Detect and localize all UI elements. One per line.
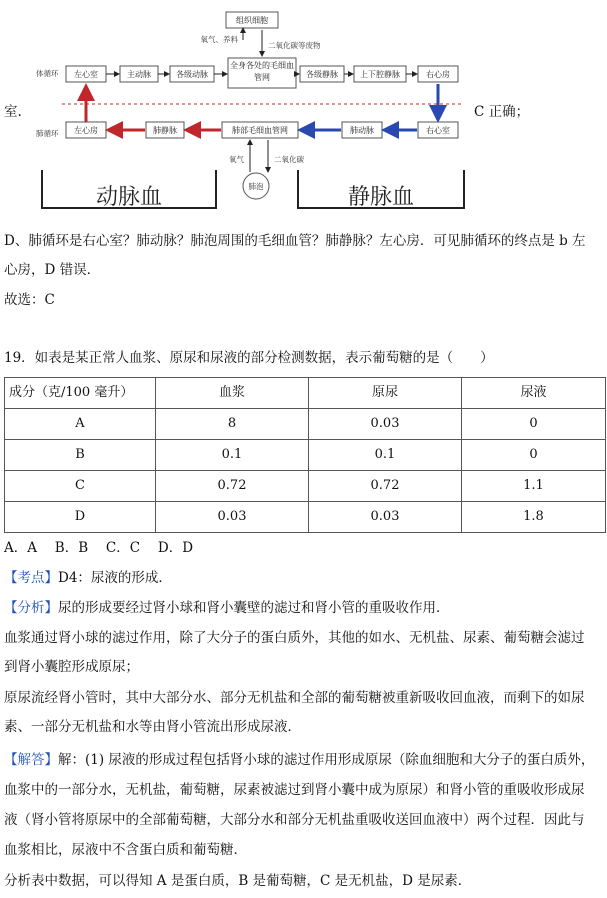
jieda-line2: 血浆中的一部分水，无机盐，葡萄糖，尿素被滤过到肾小囊中成为原尿）和肾小管的重吸收形成尿: [4, 782, 585, 798]
fenxi-tag: 【分析】: [4, 600, 58, 616]
table-cell: 0.03: [156, 502, 309, 533]
blood-circulation-diagram: [36, 4, 468, 216]
text-shi: 室.: [4, 104, 22, 120]
table-cell: 0: [462, 409, 606, 440]
table-cell: C: [5, 471, 156, 502]
table-header: 血浆: [156, 378, 309, 409]
kaodian-tag: 【考点】: [4, 570, 58, 586]
jieda-line1: [4, 752, 594, 768]
table-cell: B: [5, 440, 156, 471]
jieda-line4: 血浆相比，尿液中不含蛋白质和葡萄糖．: [4, 842, 247, 858]
table-cell: 1.8: [462, 502, 606, 533]
table-row: [5, 502, 606, 533]
table-cell: 8: [156, 409, 309, 440]
table-header: 原尿: [309, 378, 462, 409]
table-cell: 0: [462, 440, 606, 471]
aorta-label: 主动脉: [127, 70, 151, 79]
para1-line1: 血浆通过肾小球的滤过作用，除了大分子的蛋白质外，其他的如水、无机盐、尿素、葡萄糖会滤过: [4, 630, 585, 646]
left-atrium-label: 左心房: [74, 126, 98, 135]
pulmonary-vein-label: 肺静脉: [153, 126, 177, 135]
co2-label: 二氧化碳: [274, 155, 304, 164]
table-cell: D: [5, 502, 156, 533]
table-header: 尿液: [462, 378, 606, 409]
table-row: [5, 409, 606, 440]
co2-waste-label: 二氧化碳等废物: [268, 41, 321, 50]
table-cell: 0.1: [156, 440, 309, 471]
para2-line2: 素、一部分无机盐和水等由肾小管流出形成尿液．: [4, 719, 301, 735]
kaodian-text: D4：尿液的形成．: [58, 570, 172, 586]
d-explain-line2: 心房，D 错误．: [4, 262, 101, 278]
alveoli-label: 肺泡: [248, 182, 264, 191]
last-line: 分析表中数据，可以得知 A 是蛋白质，B 是葡萄糖，C 是无机盐，D 是尿素．: [4, 873, 472, 889]
venous-blood-label: 静脉血: [347, 185, 415, 210]
table-row: [5, 471, 606, 502]
vena-cava-label: 上下腔静脉: [360, 70, 400, 79]
lung-loop-label: 肺循环: [36, 129, 59, 138]
table-cell: A: [5, 409, 156, 440]
para1-line2: 到肾小囊腔形成原尿；: [4, 659, 139, 675]
veins-label: 各级静脉: [306, 70, 338, 79]
arterial-blood-label: 动脉血: [95, 185, 163, 210]
body-capillaries-label: 全身各处的毛细血管网: [230, 61, 294, 82]
fenxi-text: 尿的形成要经过肾小球和肾小囊壁的滤过和肾小管的重吸收作用．: [58, 600, 450, 616]
oxygen-label: 氧气: [229, 155, 244, 164]
urine-data-table: [4, 377, 606, 533]
oxygen-nutrients-label: 氧气、养料: [200, 35, 238, 44]
table-header-row: [5, 378, 606, 409]
para2-line1: 原尿流经肾小管时，其中大部分水、部分无机盐和全部的葡萄糖被重新吸收回血液，而剩下的如尿: [4, 690, 585, 706]
question-19: 19．如表是某正常人血浆、原尿和尿液的部分检测数据，表示葡萄糖的是（ ）: [4, 350, 494, 366]
table-cell: 0.72: [309, 471, 462, 502]
pulmonary-artery-label: 肺动脉: [350, 126, 374, 135]
tissue-cell-label: 组织细胞: [236, 16, 268, 25]
d-explain-line1: D、肺循环是右心室？肺动脉？肺泡周围的毛细血管？肺静脉？左心房．可见肺循环的终点是 b 左: [4, 233, 586, 249]
options-line: A．A B．B C．C D．D: [4, 540, 194, 556]
kaodian-line: [4, 570, 172, 586]
right-atrium-label: 右心房: [426, 70, 450, 79]
lung-capillaries-label: 肺部毛细血管网: [232, 126, 288, 135]
jieda-text: 解：(1) 尿液的形成过程包括肾小球的滤过作用形成原尿（除血细胞和大分子的蛋白质外，: [58, 752, 595, 768]
table-cell: 0.1: [309, 440, 462, 471]
table-cell: 1.1: [462, 471, 606, 502]
body-loop-label: 体循环: [36, 69, 59, 78]
fenxi-line: [4, 600, 450, 616]
jieda-tag: 【解答】: [4, 752, 58, 768]
table-row: [5, 440, 606, 471]
table-cell: 0.03: [309, 409, 462, 440]
jieda-line3: 液（肾小管将原尿中的全部葡萄糖，大部分水和部分无机盐重吸收送回血液中）两个过程．因此与: [4, 812, 585, 828]
text-c-correct: C 正确；: [474, 104, 530, 120]
right-ventricle-label: 右心室: [426, 126, 450, 135]
table-cell: 0.03: [309, 502, 462, 533]
table-cell: 0.72: [156, 471, 309, 502]
answer-line: 故选：C: [4, 292, 55, 308]
arteries-label: 各级动脉: [176, 70, 208, 79]
left-ventricle-label: 左心室: [74, 70, 98, 79]
table-header: 成分（克/100 毫升）: [5, 378, 156, 409]
